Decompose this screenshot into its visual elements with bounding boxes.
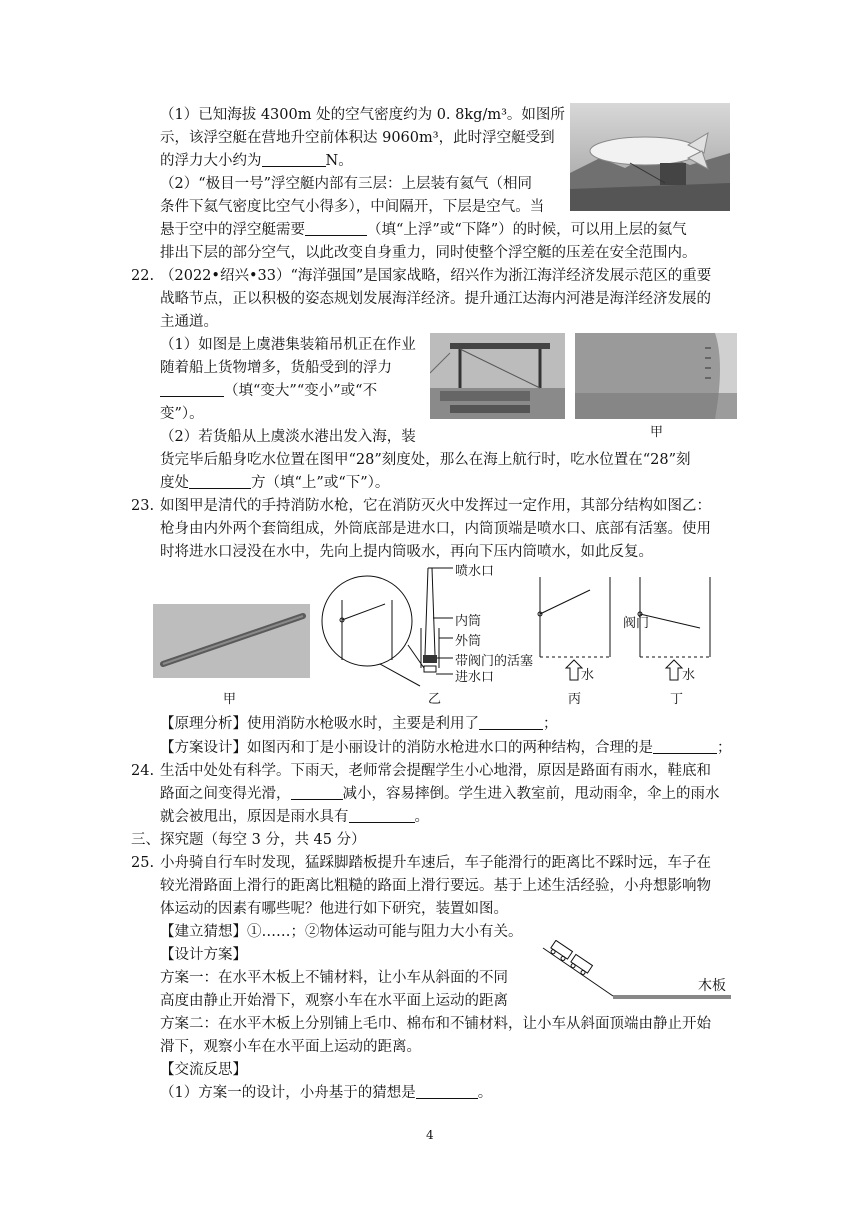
q22-part2-line2: 货完毕后船身吃水位置在图甲“28”刻度处，那么在海上航行时，吃水位置在“28”刻 bbox=[160, 452, 691, 468]
q21-part2-line2: 条件下氦气密度比空气小得多），中间隔开，下层是空气。当 bbox=[160, 199, 545, 215]
fig-yi-label: 乙 bbox=[428, 692, 442, 707]
crane-photo bbox=[430, 333, 565, 419]
q22-part1-line3: （填“变大”“变小”或“不 bbox=[160, 380, 377, 402]
q23-line1: 如图甲是清代的手持消防水枪，它在消防灭火中发挥过一定作用，其部分结构如图乙： bbox=[160, 498, 711, 514]
fig-yi-diagram bbox=[320, 560, 530, 690]
board-label: 木板 bbox=[698, 978, 726, 994]
label-shui-bing: 水 bbox=[581, 668, 595, 683]
q24-line1: 生活中处处有科学。下雨天，老师常会提醒学生小心地滑，原因是路面有雨水，鞋底和 bbox=[160, 763, 711, 779]
q22-part2-line1: （2）若货船从上虞淡水港出发入海，装 bbox=[160, 429, 416, 445]
fig-bing-label: 丙 bbox=[568, 692, 582, 707]
fig-bing-diagram bbox=[530, 572, 620, 682]
fig-ding-label: 丁 bbox=[670, 692, 684, 707]
q25-line2: 较光滑路面上滑行的距离比粗糙的路面上滑行要远。基于上述生活经验，小舟想影响物 bbox=[160, 878, 711, 894]
q25-reflect-heading: 【交流反思】 bbox=[160, 1062, 247, 1078]
q22-part1-line2: 随着船上货物增多，货船受到的浮力 bbox=[160, 360, 392, 376]
q25-plan2-line1: 方案二：在水平木板上分别铺上毛巾、棉布和不铺材料，让小车从斜面顶端由静止开始 bbox=[160, 1016, 711, 1032]
q24-line2: 路面之间变得光滑， 减小，容易摔倒。学生进入教室前，甩动雨伞，伞上的雨水 bbox=[160, 786, 720, 802]
q22-line3: 主通道。 bbox=[160, 314, 218, 330]
page-number: 4 bbox=[426, 1128, 434, 1142]
label-jinshuikou: 进水口 bbox=[455, 670, 495, 685]
q22-line2: 战略节点，正以积极的姿态规划发展海洋经济。提升通江达海内河港是海洋经济发展的 bbox=[160, 291, 711, 307]
q23-line2: 枪身由内外两个套筒组成，外筒底部是进水口，内筒顶端是喷水口、底部有活塞。使用 bbox=[160, 521, 711, 537]
q23-principle: 【原理分析】使用消防水枪吸水时，主要是利用了 ； bbox=[160, 716, 558, 732]
section-3-heading: 三、探究题（每空 3 分，共 45 分） bbox=[131, 832, 366, 848]
q25-reflect-q1: （1）方案一的设计，小舟基于的猜想是 。 bbox=[160, 1085, 493, 1101]
label-neitong: 内筒 bbox=[455, 614, 482, 629]
q22-line1: （2022•绍兴•33）“海洋强国”是国家战略，绍兴作为浙江海洋经济发展示范区的重要 bbox=[160, 268, 712, 284]
q25-design-heading: 【设计方案】 bbox=[160, 947, 247, 963]
q25-plan2-line2: 滑下，观察小车在水平面上运动的距离。 bbox=[160, 1039, 421, 1055]
water-gun-photo bbox=[153, 604, 310, 678]
q22-number: 22. bbox=[131, 268, 155, 284]
label-waitong: 外筒 bbox=[455, 634, 482, 649]
q22-part1-line4: 变”）。 bbox=[160, 406, 204, 422]
q21-part2-line3: 悬于空中的浮空艇需要 （填“上浮”或“下降”）的时候，可以用上层的氦气 bbox=[160, 222, 687, 238]
q25-plan1-line1: 方案一：在水平木板上不铺材料，让小车从斜面的不同 bbox=[160, 970, 508, 986]
q23-number: 23. bbox=[131, 498, 155, 514]
label-huosai: 带阀门的活塞 bbox=[455, 654, 534, 669]
q25-guess: 【建立猜想】①……；②物体运动可能与阻力大小有关。 bbox=[160, 924, 523, 940]
q21-part2-line4: 排出下层的部分空气，以此改变自身重力，同时使整个浮空艇的压差在安全范围内。 bbox=[160, 245, 697, 261]
hull-photo-label: 甲 bbox=[650, 425, 664, 440]
label-shui-ding: 水 bbox=[682, 668, 696, 683]
q25-line3: 体运动的因素有哪些呢？他进行如下研究，装置如图。 bbox=[160, 901, 508, 917]
airship-photo bbox=[570, 103, 730, 211]
q24-number: 24. bbox=[131, 763, 155, 779]
q23-line3: 时将进水口浸没在水中，先向上提内筒吸水，再向下压内筒喷水，如此反复。 bbox=[160, 544, 653, 560]
q23-design: 【方案设计】如图丙和丁是小丽设计的消防水枪进水口的两种结构，合理的是 ； bbox=[160, 740, 732, 756]
label-penshuikou: 喷水口 bbox=[455, 564, 495, 579]
fig-jia-label: 甲 bbox=[223, 692, 237, 707]
hull-photo bbox=[575, 333, 737, 419]
q24-line3: 就会被甩出，原因是雨水具有 。 bbox=[160, 809, 429, 825]
q25-line1: 小舟骑自行车时发现，猛踩脚踏板提升车速后，车子能滑行的距离比不踩时远，车子在 bbox=[160, 855, 711, 871]
q25-number: 25. bbox=[131, 855, 155, 871]
q21-part1-line3: 的浮力大小约为 N。 bbox=[160, 153, 353, 169]
q21-part1-line1: （1）已知海拔 4300m 处的空气密度约为 0. 8kg/m³。如图所 bbox=[160, 107, 565, 123]
q21-part1-line2: 示，该浮空艇在营地升空前体积达 9060m³，此时浮空艇受到 bbox=[160, 130, 555, 146]
q22-part2-line3: 度处 方（填“上”或“下”）。 bbox=[160, 475, 390, 491]
label-famen: 阀门 bbox=[623, 616, 650, 631]
q22-part1-line1: （1）如图是上虞港集装箱吊机正在作业 bbox=[160, 337, 416, 353]
q25-plan1-line2: 高度由静止开始滑下，观察小车在水平面上运动的距离 bbox=[160, 993, 508, 1009]
q21-part2-line1: （2）“极目一号”浮空艇内部有三层：上层装有氦气（相同 bbox=[160, 176, 533, 192]
